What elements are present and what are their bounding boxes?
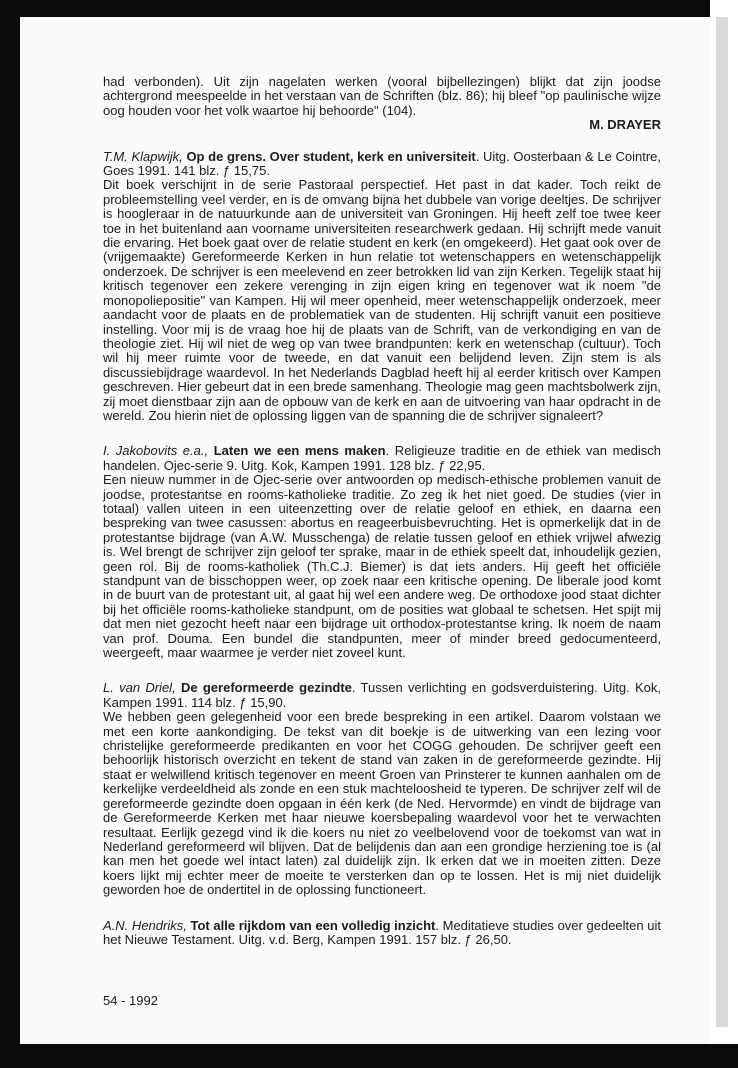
review-author: I. Jakobovits e.a., bbox=[103, 443, 209, 459]
review-entry-jakobovits bbox=[103, 444, 661, 660]
review-reference bbox=[103, 150, 661, 179]
review-reference bbox=[103, 919, 661, 948]
review-reference bbox=[103, 444, 661, 473]
review-body: Een nieuw nummer in de Ojec-serie over antwoorden op medisch-ethische problemen vanuit de joodse, protestantse en rooms-katholieke traditie. Zo zeg ik het niet goed. De studies (vier in totaal) vallen uiteen in een uiteenzetting over de relatie geloof en ethiek, en daarna een bespreking van twee casussen: abortus en reageerbuisbevruchting. Het is opmerkelijk dat in de protestantse bijdrage (van A.W. Musschenga) de relatie tussen geloof en ethiek vrijwel afwezig is. Wel brengt de schrijver zijn geloof ter sprake, maar in de ethiek speelt dat, inhoudelijk gezien, geen rol. Bij de rooms-katholiek (Th.C.J. Biemer) is dat iets anders. Hij geeft het officiële standpunt van de bisschoppen weer, op zoek naar een kritische opening. De liberale jood komt in de buurt van de protestant uit, al gaat hij wel een andere weg. De orthodoxe jood staat dichter bij het officiële rooms-katholieke standpunt, om de posities wat globaal te schetsen. Het spijt mij dat men niet gezocht heeft naar een bijdrage uit orthodox-protestantse kring. Ik noem de naam van prof. Douma. Een bundel die standpunten, meer of minder breed gedocumenteerd, weergeeft, maar waarmee je verder niet zoveel kunt. bbox=[103, 472, 661, 661]
review-publication: . Religieuze traditie en de ethiek van medisch handelen. Ojec-serie 9. Uitg. Kok, Kampen 1991. 128 blz. ƒ 22,95. bbox=[103, 443, 661, 473]
scan-border-right-shadow bbox=[716, 17, 728, 1027]
review-signature: M. DRAYER bbox=[589, 117, 661, 133]
review-title: Tot alle rijkdom van een volledig inzicht bbox=[190, 917, 436, 933]
review-author: A.N. Hendriks, bbox=[103, 917, 187, 933]
review-publication: . Uitg. Oosterbaan & Le Cointre, Goes 1991. 141 blz. ƒ 15,75. bbox=[103, 148, 661, 179]
page-number: 54 - 1992 bbox=[103, 993, 158, 1008]
scan-border-top bbox=[0, 0, 738, 17]
review-publication: . Meditatieve studies over gedeelten uit het Nieuwe Testament. Uitg. v.d. Berg, Kampen 1991. 157 blz. ƒ 26,50. bbox=[103, 917, 662, 947]
intro-paragraph: had verbonden). Uit zijn nagelaten werken (vooral bijbellezingen) blijkt dat zijn joodse achtergrond meespeelde in het verstaan van de Schriften (blz. 86); hij bleef "op paulinische wijze oog houden voor het volk waartoe hij behoorde" (104). bbox=[103, 74, 661, 118]
scan-border-left bbox=[0, 0, 20, 1068]
review-author: T.M. Klapwijk, bbox=[103, 148, 183, 164]
review-body: We hebben geen gelegenheid voor een brede bespreking in een artikel. Daarom volstaan we met een korte aankondiging. De tekst van dit boekje is de uitwerking van een lezing voor christelijke gereformeerde predikanten en voor het COGG gehouden. De schrijver geeft een behoorlijk historisch overzicht en tekent de stand van zaken in de gereformeerde gezindte. Hij staat er welwillend kritisch tegenover en meent Groen van Prinsterer te kunnen aanhalen om de kerkelijke verdeeldheid als zonde en een stuk machteloosheid te typeren. De schrijver zelf wil de gereformeerde gezindte doen opgaan in één kerk (de Ned. Hervormde) en vindt de bijdrage van de Gereformeerde Kerken met haar nieuwe koersbepaling waardevol voor het te verwachten resultaat. Eerlijk gezegd vind ik die koers nu niet zo veelbelovend voor de toekomst van wat in Nederland gereformeerd wil blijven. Dat de belijdenis dan aan een grondige herziening toe is (al kan men het goede wel intact laten) zal duidelijk zijn. Ik erken dat we in moeiten zitten. Deze koers lijkt mij echter meer de moeite te versterken dan op te lossen. Het is mij niet duidelijk geworden hoe de ondertitel in de oplossing functioneert. bbox=[103, 709, 661, 898]
page-content bbox=[103, 75, 661, 947]
review-entry-klapwijk bbox=[103, 150, 661, 424]
scan-border-bottom bbox=[0, 1044, 738, 1068]
review-publication: . Tussen verlichting en godsverduistering. Uitg. Kok, Kampen 1991. 114 blz. ƒ 15,90. bbox=[103, 680, 661, 710]
document-page bbox=[20, 17, 710, 1044]
review-body: Dit boek verschijnt in de serie Pastoraal perspectief. Het past in dat kader. Toch reikt de probleemstelling veel verder, en is de omvang bijna het dubbele van vorige deeltjes. De schrijver is hoogleraar in de natuurkunde aan de universiteit van Groningen. Hij heeft zelf toe twee keer toe in het buitenland aan voorname universiteiten researchwerk gedaan. Hij schrijft mede vanuit die ervaring. Het boek gaat over de relatie student en kerk (en omgekeerd). Het gaat ook over de (vrijgemaakte) Gereformeerde Kerken in hun relatie tot wetenschappers en wetenschappelijk onderzoek. De schrijver is een meelevend en zeer betrokken lid van zijn Kerken. Tegelijk staat hij kritisch tegenover een zekere verenging in zijn eigen kring en tegenover wat ik noem "de monopoliepositie" van Kampen. Hij wil meer openheid, meer wetenschappelijk onderzoek, meer aandacht voor de plaats en de problematiek van de studenten. Hij schrijft vanuit een positieve instelling. Voor mij is de vraag hoe hij de plaats van de Schrift, van de verkondiging en van de theologie ziet. Hij wil niet de weg op van twee brandpunten: kerk en wetenschap (cultuur). Toch wil hij meer ruimte voor de tweede, en dat vanuit een belijdend leven. Zijn stem is als discussiebijdrage waardevol. In het Nederlands Dagblad heeft hij al eerder kritisch over Kampen geschreven. Hier gebeurt dat in een brede samenhang. Theologie mag geen machtsbolwerk zijn, zij moet dienstbaar zijn aan de opbouw van de kerk en aan de uitvoering van haar opdracht in de wereld. Zou hierin niet de oplossing liggen van de spanning die de schrijver signaleert? bbox=[103, 177, 661, 423]
review-title: Op de grens. Over student, kerk en universiteit bbox=[186, 148, 476, 164]
review-title: Laten we een mens maken bbox=[213, 443, 386, 459]
review-author: L. van Driel, bbox=[103, 680, 176, 696]
review-entry-van-driel bbox=[103, 681, 661, 897]
review-entry-hendriks bbox=[103, 919, 661, 948]
review-title: De gereformeerde gezindte bbox=[180, 680, 352, 696]
review-reference bbox=[103, 681, 661, 710]
